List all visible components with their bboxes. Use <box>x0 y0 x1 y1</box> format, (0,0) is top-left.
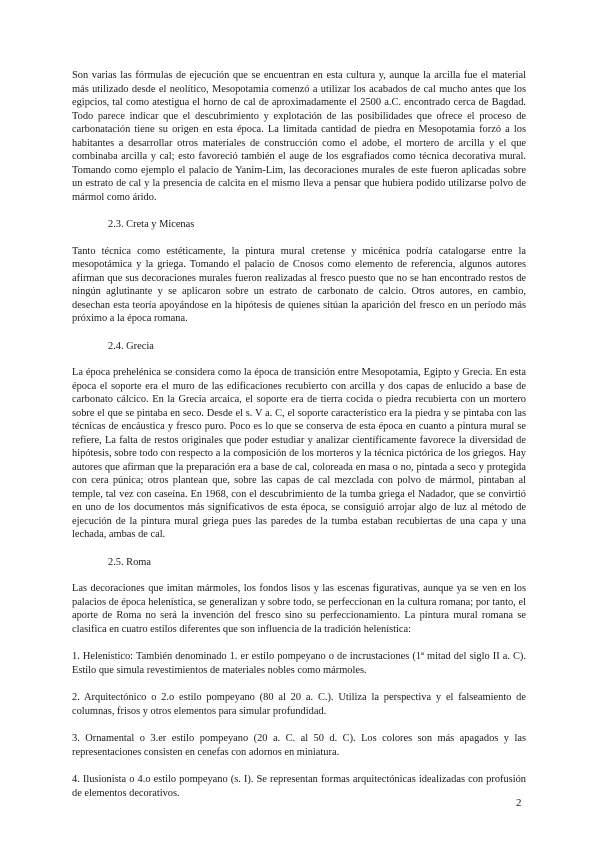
page-number: 2 <box>516 797 522 809</box>
section-paragraph: Tanto técnica como estéticamente, la pintura mural cretense y micénica podría catalogarse entre la mesopotámica y la griega. Tomando el palacio de Cnosos como elemento de referencia, algunos autores afirman que sus decoraciones murales fueron realizadas al fresco puesto que no se han encontrado restos de ningún aglutinante y se aplicaron sobre un estrato de carbonato de calcio. Otros autores, en cambio, desechan esta teoría apoyándose en la hipótesis de quienes sitúan la aparición del fresco en un período más próximo a la época romana. <box>72 245 526 324</box>
intro-paragraph: Son varias las fórmulas de ejecución que se encuentran en esta cultura y, aunque la arcilla fue el material más utilizado desde el neolítico, Mesopotamia comenzó a utilizar los acabados de cal mucho antes que los egipcios, tal como atestigua el horno de cal de aproximadamente el 2500 a.C. encontrado cerca de Bagdad. Todo parece indicar que el descubrimiento y explotación de las posibilidades que ofrece el proceso de carbonatación tiene su origen en esta época. La limitada cantidad de piedra en Mesopotamia forzó a los habitantes a desarrollar otros materiales de construcción como el adobe, el mortero de arcilla y el que combinaba arcilla y cal; esto favoreció también el auge de los esgrafiados como técnica decorativa mural. Tomando como ejemplo el palacio de Yanim-Lim, las decoraciones murales de este fueron aplicadas sobre un estrato de cal y la presencia de calcita en el mismo lleva a pensar que hubiera podido utilizarse polvo de mármol como árido. <box>72 70 526 203</box>
section-grecia <box>72 340 526 542</box>
list-item: 4. Ilusionista o 4.o estilo pompeyano (s. I). Se representan formas arquitectónicas idealizadas con profusión de elementos decorativos. <box>72 774 526 799</box>
section-paragraph: La época prehelénica se considera como la época de transición entre Mesopotamia, Egipto y Grecia. En esta época el soporte era el muro de las edificaciones recubierto con arcilla y dos capas de enlucido a base de carbonato cálcico. En la Grecia arcaica, el soporte era de tierra cocida o piedra recubierta con un mortero sobre el que se pintaba en seco. Desde el s. V a. C, el soporte característico era la piedra y se pintaba con las técnicas de encáustica y fresco puro. Poco es lo que se conserva de esta época en cuanto a pintura mural se refiere, La falta de restos originales que poder estudiar y analizar científicamente favorece la diversidad de hipótesis, sobre todo con respecto a la composición de los morteros y la técnica pictórica de los griegos. Hay autores que afirman que la preparación era a base de cal, coloreada en masa o no, pintada a seco y protegida con cera púnica; otros plantean que, sobre las capas de cal mezclada con polvo de mármol, pintaban al temple, tal vez con caseína. En 1968, con el descubrimiento de la tumba griega el Nadador, que se convirtió en uno de los documentos más significativos de esta época, se consiguió arrojar algo de luz al método de ejecución de la pintura mural griega pues las paredes de la tumba estaban recubiertas de una capa y una lechada, ambas de cal. <box>72 367 526 540</box>
list-item: 2. Arquitectónico o 2.o estilo pompeyano (80 al 20 a. C.). Utiliza la perspectiva y el falseamiento de columnas, frisos y otros elementos para simular profundidad. <box>72 692 526 717</box>
section-heading: 2.5. Roma <box>108 556 152 568</box>
list-item: 1. Helenístico: También denominado 1. er estilo pompeyano o de incrustaciones (1ª mitad del siglo II a. C). Estilo que simula revestimientos de materiales nobles como mármoles. <box>72 651 526 676</box>
section-paragraph: Las decoraciones que imitan mármoles, los fondos lisos y las escenas figurativas, aunque ya se ven en los palacios de época helenística, se generalizan y sobre todo, se perfeccionan en la cultura romana; por tanto, el aporte de Roma no será la invención del fresco sino su perfeccionamiento. La pintura mural romana se clasifica en cuatro estilos diferentes que son influencia de la tradición helenística: <box>72 583 526 635</box>
page-body <box>72 69 526 814</box>
section-heading: 2.4. Grecia <box>108 340 154 352</box>
section-creta-micenas <box>72 218 526 326</box>
section-roma <box>72 556 526 801</box>
section-heading: 2.3. Creta y Micenas <box>108 219 195 230</box>
list-item: 3. Ornamental o 3.er estilo pompeyano (20 a. C. al 50 d. C). Los colores son más apagados y las representaciones consisten en cenefas con adornos en miniatura. <box>72 733 526 758</box>
